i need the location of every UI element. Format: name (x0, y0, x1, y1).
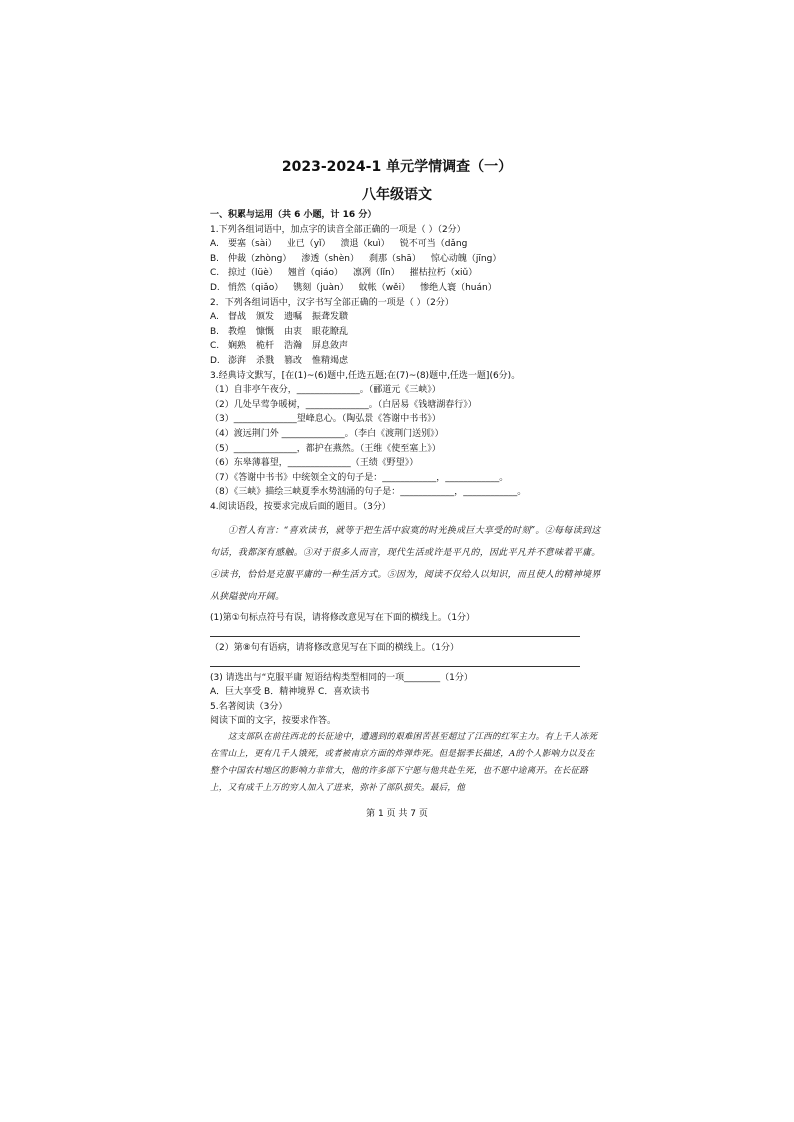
question-3-stem: 3.经典诗文默写，[在(1)~(6)题中,任选五题;在(7)~(8)题中,任选一题](6分)。 (210, 370, 521, 381)
question-4-sub-3: (3) 请选出与“克服平庸 短语结构类型相同的一项________（1分） (210, 672, 473, 683)
question-5-instruction: 阅读下面的文字，按要求作答。 (210, 716, 337, 727)
answer-line[interactable] (210, 626, 580, 637)
question-2-option-b: B. 教煌 慷慨 由衷 眼花瞭乱 (210, 326, 349, 337)
question-1-option-c: C. 掠过（lüè） 翘首（qiáo） 凛冽（lǐn） 摧枯拉朽（xiǔ） (210, 268, 478, 279)
dictation-line: （8）《三峡》描绘三峡夏季水势汹涌的句子是：____________，____________。 (210, 487, 527, 498)
question-1-option-d: D. 悄然（qiǎo） 镌刻（juàn） 蚊帐（wěi） 惨绝人寰（huán） (210, 282, 497, 293)
page-footer: 第 1 页 共 7 页 (366, 809, 428, 819)
question-2-option-c: C. 娴熟 桅杆 浩瀚 屏息敛声 (210, 341, 349, 352)
question-2-option-d: D. 澎湃 杀戮 篡改 惟精竭虑 (210, 355, 349, 366)
dictation-line: （3）______________望峰息心。（陶弘景《答谢中书书》） (210, 414, 441, 425)
exam-title: 2023-2024-1 单元学情调查（一） (281, 159, 513, 175)
exam-content (210, 208, 602, 797)
question-2-stem: 2．下列各组词语中，汉字书写全部正确的一项是（ ）（2分） (210, 297, 454, 308)
question-2-option-a: A. 督战 颁发 遗嘱 振聋发聩 (210, 312, 349, 323)
dictation-line: （2）几处早莺争暖树，______________。（白居易《钱塘湖春行》） (210, 399, 477, 410)
question-4-sub-1: (1)第①句标点符号有误，请将修改意见写在下面的横线上。（1分） (210, 613, 476, 624)
question-4-passage: ①哲人有言：“喜欢读书，就等于把生活中寂寞的时光换成巨大享受的时刻”。②每每读到这句话，我都深有感触。③对于很多人而言，现代生活或许是平凡的，因此平凡并不意味着平庸。④读书，恰恰是克服平庸的一种生活方式。⑤因为，阅读不仅给人以知识，而且使人的精神境界从狭隘驶向开阔。 (210, 526, 601, 603)
question-4-sub-3-options: A．巨大享受 B．精神境界 C．喜欢读书 (210, 687, 370, 698)
dictation-line: （1）自非亭午夜分，______________。（郦道元《三峡》） (210, 385, 441, 396)
section-heading: 一、积累与运用（共 6 小题，计 16 分） (210, 210, 377, 220)
question-1-option-b: B. 仲裁（zhòng） 渗透（shèn） 刹那（shā） 惊心动魄（jīng） (210, 253, 502, 264)
question-1-option-a: A. 要塞（sài） 业已（yǐ） 溃退（kuì） 锐不可当（dǎng (210, 239, 468, 250)
dictation-line: （7）《答谢中书书》中统领全文的句子是：____________，____________。 (210, 472, 509, 483)
exam-subtitle: 八年级语文 (362, 187, 432, 203)
dictation-line: （6）东皋薄暮望，______________（王绩《野望》） (210, 458, 419, 469)
dictation-line: （5）______________，都护在燕然。（王维《使至塞上》） (210, 443, 441, 454)
question-5-stem: 5.名著阅读（3分） (210, 701, 288, 712)
question-5-passage: 这支部队在前往西北的长征途中，遭遇到的艰难困苦甚至超过了江西的红军主力。有上千人冻死在雪山上，更有几千人饿死，或者被南京方面的炸弹炸死。但是据季长描述，A的个人影响力以及在整个中国农村地区的影响力非常大，他的许多部下宁愿与他共赴生死，也不愿中途离开。在长征路上，又有成千上万的穷人加入了进来，弥补了部队损失。最后，他 (210, 732, 598, 794)
question-4-sub-2: （2）第⑧句有语病，请将修改意见写在下面的横线上。（1分） (210, 643, 460, 654)
answer-line[interactable] (210, 656, 580, 667)
question-1-stem: 1.下列各组词语中，加点字的读音全部正确的一项是（ ）（2分） (210, 224, 466, 235)
question-4-stem: 4.阅读语段，按要求完成后面的题目。（3分） (210, 501, 391, 512)
dictation-line: （4）渡远荆门外 ______________。（李白《渡荆门送别》） (210, 428, 444, 439)
